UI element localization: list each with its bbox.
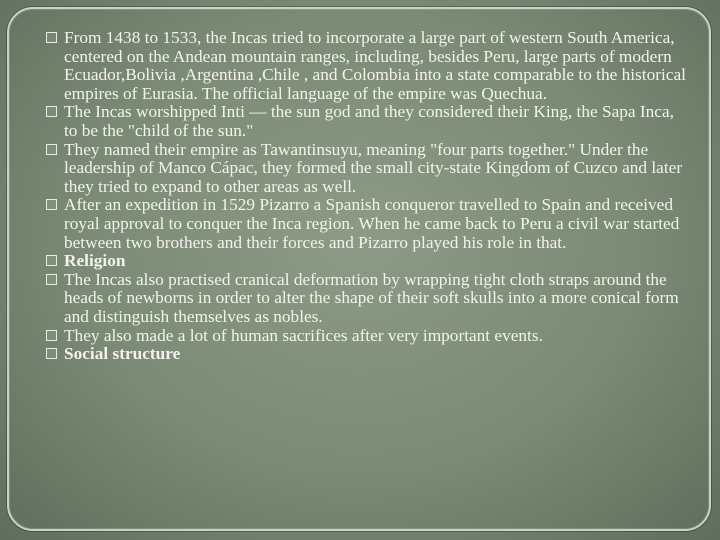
section-heading-social-structure [46,345,686,364]
bullet-text: Religion [64,251,126,271]
bullet-square-icon [46,106,57,117]
bullet-square-icon [46,199,57,210]
bullet-item [46,141,686,197]
bullet-text: They also made a lot of human sacrifices after very important events. [64,325,543,345]
bullet-item [46,327,686,346]
bullet-item [46,29,686,103]
bullet-text: After an expedition in 1529 Pizarro a Spanish conqueror travelled to Spain and received royal approval to conquer the Inca region. When he came back to Peru a civil war started between two brothers and their forces and Pizarro played his role in that. [64,195,680,252]
bullet-list [46,29,686,364]
section-heading-religion [46,252,686,271]
bullet-text: They named their empire as Tawantinsuyu, meaning "four parts together." Under the leadership of Manco Cápac, they formed the small city-state Kingdom of Cuzco and later they tried to expand to other areas as well. [64,139,683,196]
bullet-square-icon [46,274,57,285]
bullet-square-icon [46,255,57,266]
bullet-item [46,103,686,140]
bullet-text: Social structure [64,344,181,364]
bullet-text: The Incas worshipped Inti — the sun god and they considered their King, the Sapa Inca, to be the "child of the sun." [64,102,674,140]
bullet-text: The Incas also practised cranical deformation by wrapping tight cloth straps around the heads of newborns in order to alter the shape of their soft skulls into a more conical form and distinguish themselves as nobles. [64,269,679,326]
bullet-square-icon [46,348,57,359]
bullet-item [46,196,686,252]
bullet-text: From 1438 to 1533, the Incas tried to incorporate a large part of western South America, centered on the Andean mountain ranges, including, besides Peru, large parts of modern Ecuador,Bolivia ,Argentina ,Chile , and Colombia into a state comparable to the historical empires of Eurasia. The official language of the empire was Quechua. [64,28,686,103]
bullet-item [46,271,686,327]
bullet-square-icon [46,330,57,341]
bullet-square-icon [46,32,57,43]
bullet-square-icon [46,144,57,155]
